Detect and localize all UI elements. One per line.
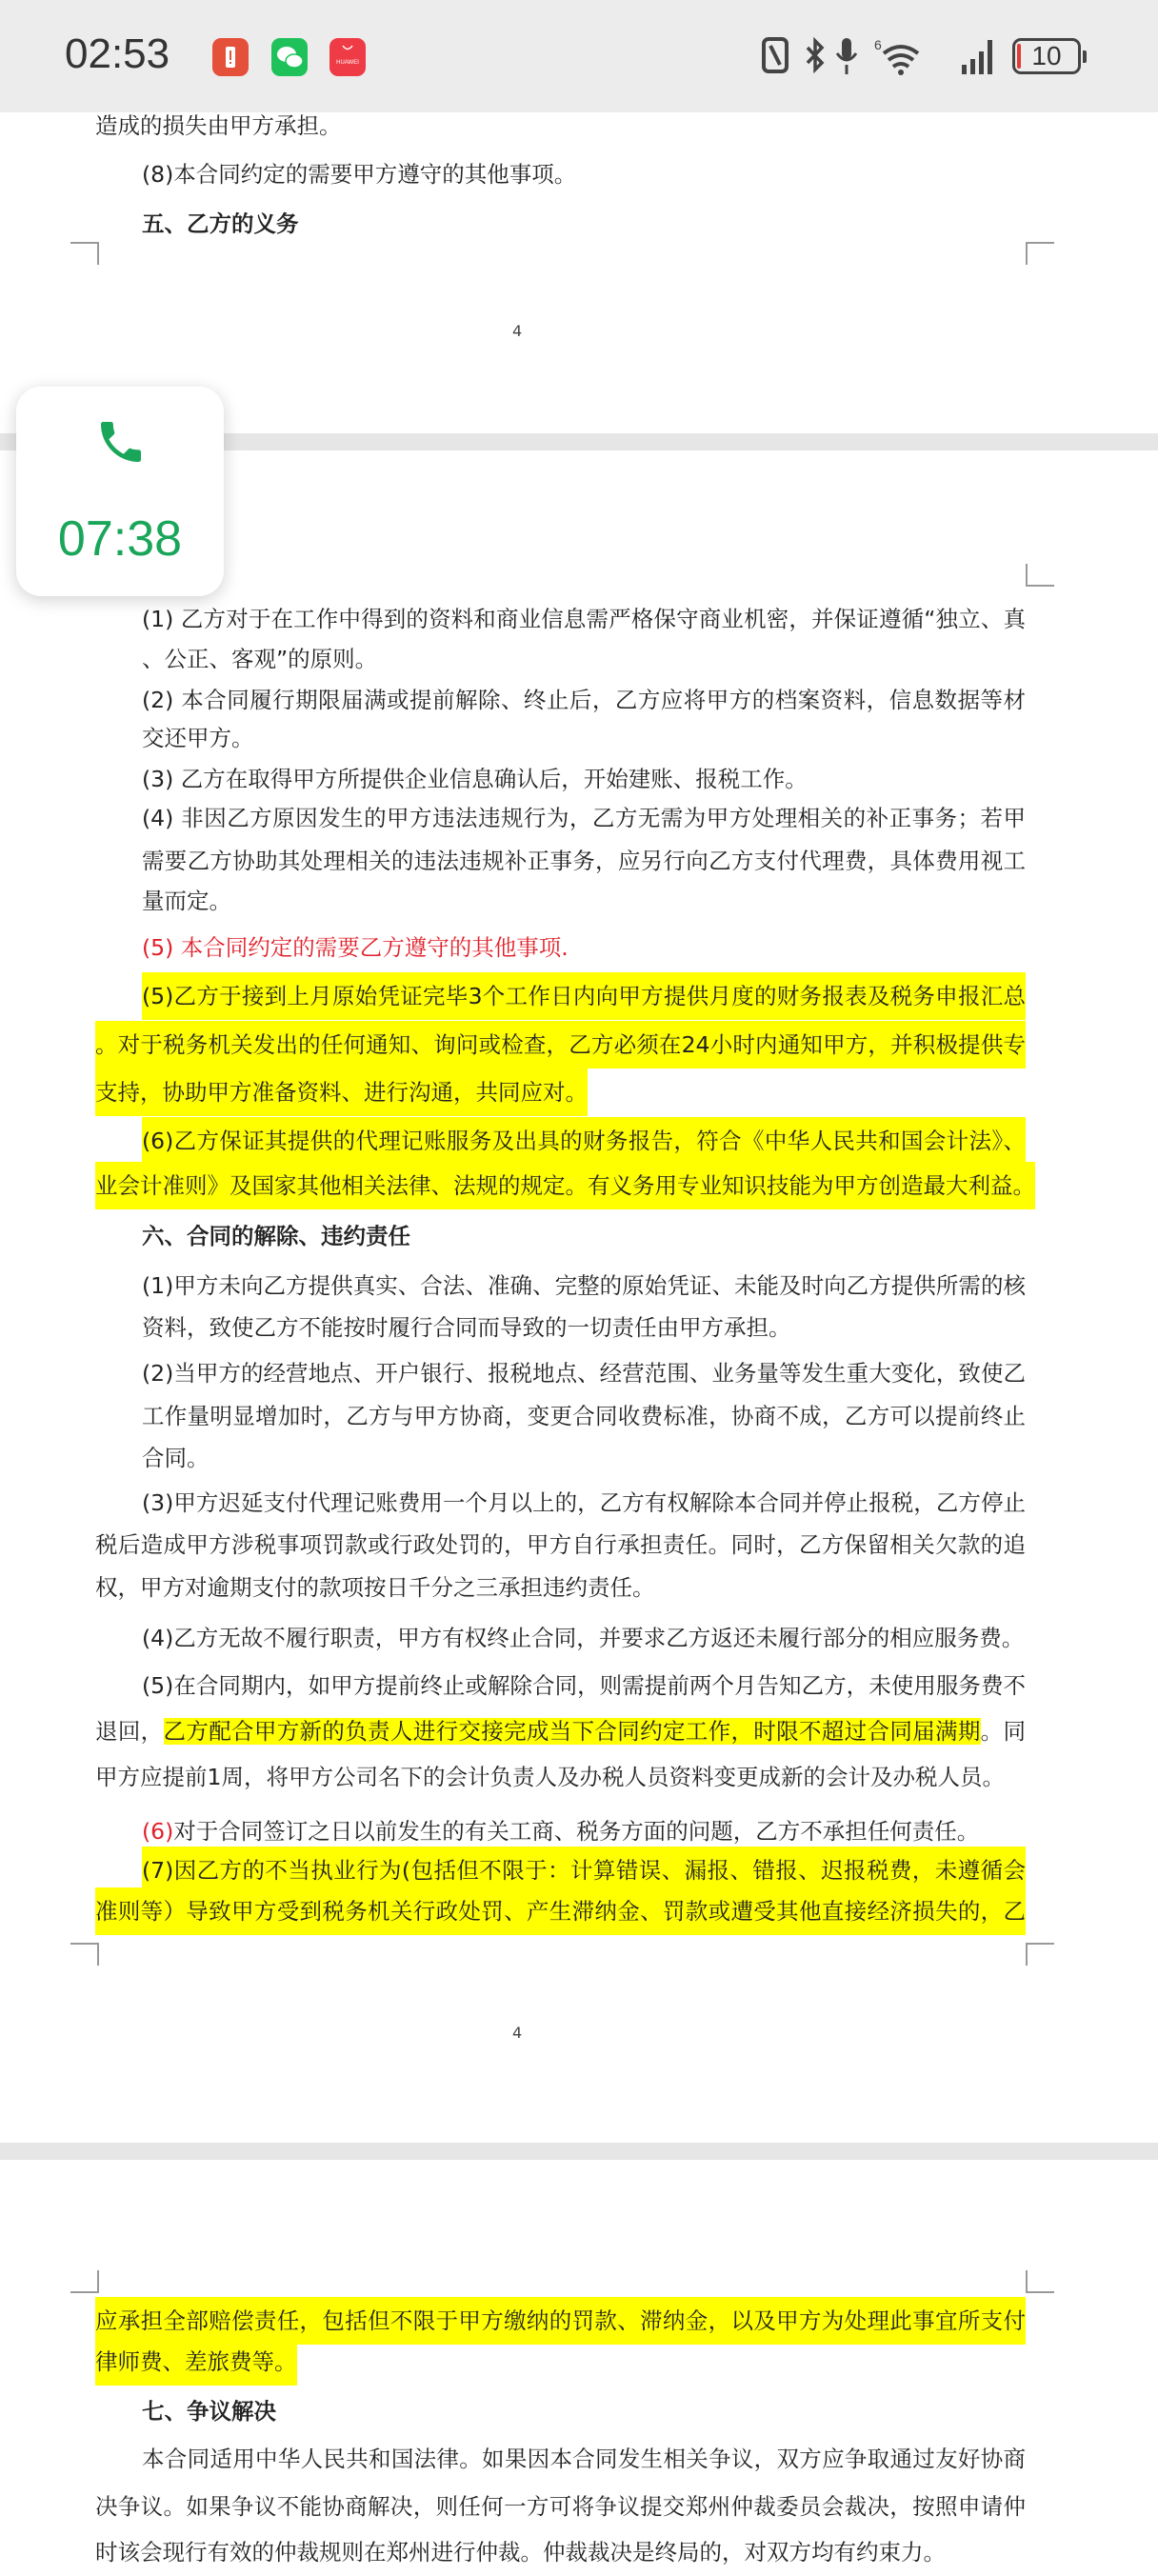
document-line <box>142 1662 1026 1709</box>
margin-mark <box>70 242 99 265</box>
document-line <box>142 2435 1026 2483</box>
document-line <box>95 1753 1005 1801</box>
document-line <box>142 150 576 198</box>
document-line <box>95 1068 588 1116</box>
margin-mark <box>70 1943 99 1966</box>
text-segment: (4) 非因乙方原因发生的甲方违法违规行为，乙方无需为甲方处理相关的补正事务；若甲 <box>142 805 1026 831</box>
red-text: (5) 本合同约定的需要乙方遵守的其他事项. <box>142 934 569 961</box>
document-line <box>142 924 569 971</box>
text-segment: (5)在合同期内，如甲方提前终止或解除合同，则需提前两个月告知乙方，未使用服务费不 <box>142 1672 1026 1699</box>
text-segment: (1)甲方未向乙方提供真实、合法、准确、完整的原始凭证、未能及时向乙方提供所需的核 <box>142 1272 1026 1299</box>
page-number: 4 <box>512 322 523 340</box>
nfc-icon <box>762 36 790 76</box>
text-segment: 甲方应提前1周，将甲方公司名下的会计负责人及办税人员资料变更成新的会计及办税人员。 <box>95 1764 1005 1790</box>
text-segment: 量而定。 <box>142 888 231 914</box>
svg-text:HUAWEI: HUAWEI <box>336 60 359 66</box>
section-heading <box>142 2387 276 2435</box>
margin-mark <box>1026 242 1054 265</box>
text-segment: 资料，致使乙方不能按时履行合同而导致的一切责任由甲方承担。 <box>142 1314 791 1341</box>
wechat-icon <box>271 38 308 76</box>
text-segment: 支持，协助甲方准备资料、进行沟通，共同应对。 <box>95 1079 588 1106</box>
document-line <box>142 837 1026 885</box>
text-segment: (8)本合同约定的需要甲方遵守的其他事项。 <box>142 161 577 188</box>
margin-mark <box>1026 564 1054 587</box>
status-bar <box>0 0 1158 112</box>
red-text: (6) <box>142 1818 174 1845</box>
document-line <box>142 1392 1026 1440</box>
page-separator <box>0 2143 1158 2160</box>
svg-text:6: 6 <box>874 37 882 52</box>
text-segment: 需要乙方协助其处理相关的违法违规补正事务，应另行向乙方支付代理费，具体费用视工 <box>142 848 1026 874</box>
call-duration: 07:38 <box>57 511 183 567</box>
battery-indicator: 10 <box>1012 38 1081 74</box>
document-line <box>95 1162 1035 1209</box>
clock: 02:53 <box>65 30 170 77</box>
text-segment: (1) 乙方对于在工作中得到的资料和商业信息需严格保守商业机密，并保证遵循“独立、真 <box>142 606 1026 632</box>
text-segment: 、公正、客观”的原则。 <box>142 646 378 672</box>
highlighted-text: 乙方配合甲方新的负责人进行交接完成当下合同约定工作，时限不超过合同届满期 <box>163 1718 981 1745</box>
text-segment: 准则等）导致甲方受到税务机关行政处罚、产生滞纳金、罚款或遭受其他直接经济损失的，乙 <box>95 1898 1026 1925</box>
text-segment: 。对于税务机关发出的任何通知、询问或检查，乙方必须在24小时内通知甲方，并积极提供专 <box>95 1031 1026 1058</box>
text-segment: 交还甲方。 <box>142 725 254 751</box>
microphone-icon <box>834 36 859 76</box>
text-segment: 对于合同签订之日以前发生的有关工商、税务方面的问题，乙方不承担任何责任。 <box>173 1818 980 1845</box>
text-segment: (3) 乙方在取得甲方所提供企业信息确认后，开始建账、报税工作。 <box>142 766 808 792</box>
document-line <box>95 2528 946 2576</box>
margin-mark <box>70 2270 99 2293</box>
text-segment: 应承担全部赔偿责任，包括但不限于甲方缴纳的罚款、滞纳金，以及甲方为处理此事宜所支付 <box>95 2307 1026 2334</box>
document-line <box>95 1564 655 1611</box>
text-segment: (4)乙方无故不履行职责，甲方有权终止合同，并要求乙方返还未履行部分的相应服务费。 <box>142 1625 1025 1651</box>
document-line <box>142 1262 1026 1309</box>
margin-mark <box>1026 1943 1054 1966</box>
text-segment: 权，甲方对逾期支付的款项按日千分之三承担违约责任。 <box>95 1574 655 1601</box>
document-line <box>95 2483 1026 2530</box>
text-segment: 。同 <box>980 1718 1026 1745</box>
text-segment: 本合同适用中华人民共和国法律。如果因本合同发生相关争议，双方应争取通过友好协商 <box>142 2446 1026 2472</box>
text-segment: (6)乙方保证其提供的代理记账服务及出具的财务报告，符合《中华人民共和国会计法》、 <box>142 1128 1026 1154</box>
text-segment: 律师费、差旅费等。 <box>95 2348 297 2375</box>
document-line <box>95 1521 1026 1568</box>
text-segment: (7)因乙方的不当执业行为(包括但不限于：计算错误、漏报、错报、迟报税费，未遵循会 <box>142 1857 1026 1884</box>
text-segment: 决争议。如果争议不能协商解决，则任何一方可将争议提交郑州仲裁委员会裁决，按照申请仲 <box>95 2493 1026 2520</box>
document-line <box>95 1021 1026 1068</box>
document-line <box>142 794 1026 842</box>
text-segment: 业会计准则》及国家其他相关法律、法规的规定。有义务用专业知识技能为甲方创造最大利益。 <box>95 1172 1035 1199</box>
huawei-store-icon <box>329 38 366 76</box>
text-segment: (5)乙方于接到上月原始凭证完毕3个工作日内向甲方提供月度的财务报表及税务申报汇总 <box>142 983 1026 1009</box>
text-segment: 退回， <box>95 1718 164 1745</box>
text-segment: 合同。 <box>142 1445 210 1471</box>
document-line <box>142 1434 210 1482</box>
text-segment: (2) 本合同履行期限届满或提前解除、终止后，乙方应将甲方的档案资料，信息数据等材 <box>142 687 1026 713</box>
document-line <box>142 676 1026 724</box>
text-segment: (3)甲方迟延支付代理记账费用一个月以上的，乙方有权解除本合同并停止报税，乙方停止 <box>142 1489 1026 1516</box>
document-line <box>142 877 231 925</box>
document-line <box>95 102 342 150</box>
document-line <box>95 2338 297 2386</box>
document-line <box>95 1887 1026 1935</box>
text-segment: 时该会现行有效的仲裁规则在郑州进行仲裁。仲裁裁决是终局的，对双方均有约束力。 <box>95 2539 946 2566</box>
document-line <box>142 1304 791 1351</box>
text-segment: 五、乙方的义务 <box>142 210 299 237</box>
document-line <box>142 1117 1026 1165</box>
text-segment: 六、合同的解除、违约责任 <box>142 1223 410 1249</box>
document-line <box>95 1707 1026 1755</box>
document-line <box>142 1614 1024 1662</box>
wifi-6-icon <box>874 36 922 78</box>
text-segment: 七、争议解决 <box>142 2398 276 2425</box>
signal-icon <box>960 36 1000 76</box>
document-line <box>142 1349 1026 1397</box>
battery-alert-icon <box>212 38 249 76</box>
call-floating-widget[interactable] <box>16 387 224 596</box>
text-segment: (2)当甲方的经营地点、开户银行、报税地点、经营范围、业务量等发生重大变化，致使乙 <box>142 1360 1026 1387</box>
phone-icon <box>94 415 148 469</box>
bluetooth-icon <box>803 36 828 76</box>
margin-mark <box>1026 2270 1054 2293</box>
text-segment: 造成的损失由甲方承担。 <box>95 112 342 139</box>
text-segment: 税后造成甲方涉税事项罚款或行政处罚的，甲方自行承担责任。同时，乙方保留相关欠款的追 <box>95 1531 1026 1558</box>
document-line <box>142 1479 1026 1527</box>
section-heading <box>142 200 299 248</box>
document-line <box>142 972 1026 1020</box>
page-number: 4 <box>512 2024 523 2042</box>
section-heading <box>142 1212 410 1260</box>
text-segment: 工作量明显增加时，乙方与甲方协商，变更合同收费标准，协商不成，乙方可以提前终止 <box>142 1403 1026 1429</box>
